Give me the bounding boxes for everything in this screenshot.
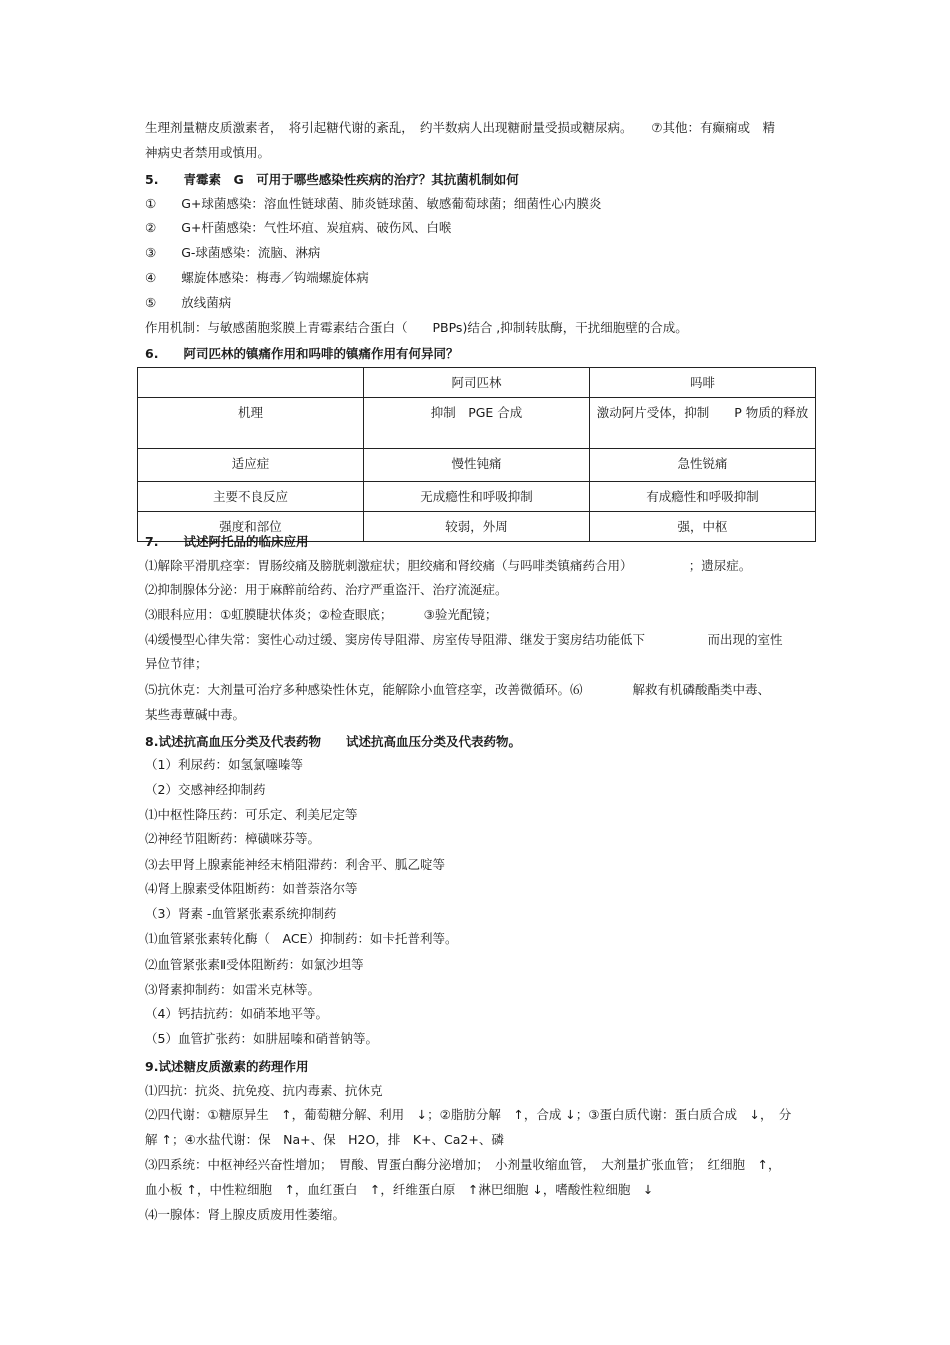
table-cell: 强，中枢 [590,512,816,542]
text-line: ⑶四系统：中枢神经兴奋性增加； 胃酸、胃蛋白酶分泌增加； 小剂量收缩血管， 大剂量扩张血管； 红细胞 ↑， [145,1157,781,1172]
text-line: 生理剂量糖皮质激素者， 将引起糖代谢的紊乱， 约半数病人出现糖耐量受损或糖尿病。 ⑦其他：有癫痫或 精 [145,120,775,135]
table-cell: 无成瘾性和呼吸抑制 [364,482,590,512]
comparison-table [137,367,816,542]
table-header-cell: 吗啡 [590,368,816,398]
text-line: ⑵四代谢：①糖原异生 ↑，葡萄糖分解、利用 ↓；②脂肪分解 ↑，合成 ↓；③蛋白质代谢：蛋白质合成 ↓， 分 [145,1107,792,1122]
text-line: ⑸抗休克：大剂量可治疗多种感染性休克，能解除小血管痉挛，改善微循环。⑹ 解救有机磷酸酯类中毒、 [145,682,771,697]
list-item: ⑵神经节阻断药：樟磺咪芬等。 [145,831,321,846]
list-item: ⑶去甲肾上腺素能神经末梢阻滞药：利舍平、胍乙啶等 [145,857,446,872]
list-item: ③ G-球菌感染：流脑、淋病 [145,245,321,260]
text-line: ⑶眼科应用：①虹膜睫状体炎；②检查眼底； ③验光配镜； [145,607,498,622]
list-item: ⑶肾素抑制药：如雷米克林等。 [145,982,321,997]
list-item: ⑴血管紧张素转化酶（ ACE）抑制药：如卡托普利等。 [145,931,458,946]
table-cell: 激动阿片受体，抑制 P 物质的释放 [590,398,816,449]
text-line: ⑷缓慢型心律失常：窦性心动过缓、窦房传导阻滞、房室传导阻滞、继发于窦房结功能低下 而出现的室性 [145,632,783,647]
text-line: 作用机制：与敏感菌胞浆膜上青霉素结合蛋白（ PBPs)结合 ,抑制转肽酶，干扰细胞壁的合成。 [145,320,688,335]
list-item: （5）血管扩张药：如肼屈嗪和硝普钠等。 [145,1031,378,1046]
question-heading: 7. 试述阿托品的临床应用 [145,534,309,549]
question-heading: 5. 青霉素 G 可用于哪些感染性疾病的治疗？其抗菌机制如何 [145,172,519,187]
text-line: 血小板 ↑，中性粒细胞 ↑，血红蛋白 ↑，纤维蛋白原 ↑淋巴细胞 ↓，嗜酸性粒细胞 ↓ [145,1182,654,1197]
table-header-cell: 阿司匹林 [364,368,590,398]
list-item: （2）交感神经抑制药 [145,782,266,797]
list-item: ⑷肾上腺素受体阻断药：如普萘洛尔等 [145,881,358,896]
list-item: （1）利尿药：如氢氯噻嗪等 [145,757,303,772]
table-row [138,398,816,449]
table-cell: 急性锐痛 [590,449,816,482]
table-header-cell [138,368,364,398]
list-item: （3）肾素 -血管紧张素系统抑制药 [145,906,337,921]
list-item: ① G+球菌感染：溶血性链球菌、肺炎链球菌、敏感葡萄球菌；细菌性心内膜炎 [145,196,602,211]
table-cell: 抑制 PGE 合成 [364,398,590,449]
table-cell: 较弱，外周 [364,512,590,542]
table-cell: 慢性钝痛 [364,449,590,482]
list-item: ⑤ 放线菌病 [145,295,232,310]
table-row [138,482,816,512]
text-line: 解 ↑；④水盐代谢：保 Na+、保 H2O，排 K+、Ca2+、磷 [145,1132,504,1147]
table-cell: 适应症 [138,449,364,482]
table-row [138,449,816,482]
list-item: ④ 螺旋体感染：梅毒／钩端螺旋体病 [145,270,369,285]
list-item: ⑴中枢性降压药：可乐定、利美尼定等 [145,807,358,822]
table-cell: 有成瘾性和呼吸抑制 [590,482,816,512]
question-heading: 8.试述抗高血压分类及代表药物 试述抗高血压分类及代表药物。 [145,734,521,749]
list-item: ② G+杆菌感染：气性坏疽、炭疽病、破伤风、白喉 [145,220,452,235]
text-line: 异位节律； [145,656,208,671]
list-item: （4）钙拮抗药：如硝苯地平等。 [145,1006,328,1021]
table-header-row [138,368,816,398]
question-heading: 9.试述糖皮质激素的药理作用 [145,1059,309,1074]
table-cell: 机理 [138,398,364,449]
text-line: ⑴解除平滑肌痉挛：胃肠绞痛及膀胱刺激症状；胆绞痛和肾绞痛（与吗啡类镇痛药合用） ；遗尿症。 [145,558,752,573]
question-heading: 6. 阿司匹林的镇痛作用和吗啡的镇痛作用有何异同？ [145,346,459,361]
table-cell: 主要不良反应 [138,482,364,512]
text-line: 某些毒蕈碱中毒。 [145,707,246,722]
list-item: ⑴四抗：抗炎、抗免疫、抗内毒素、抗休克 [145,1083,383,1098]
table-cell: 强度和部位 [138,512,364,542]
text-line: ⑷一腺体：肾上腺皮质废用性萎缩。 [145,1207,346,1222]
list-item: ⑵血管紧张素Ⅱ受体阻断药：如氯沙坦等 [145,957,364,972]
text-line: ⑵抑制腺体分泌：用于麻醉前给药、治疗严重盗汗、治疗流涎症。 [145,582,508,597]
text-line: 神病史者禁用或慎用。 [145,145,271,160]
